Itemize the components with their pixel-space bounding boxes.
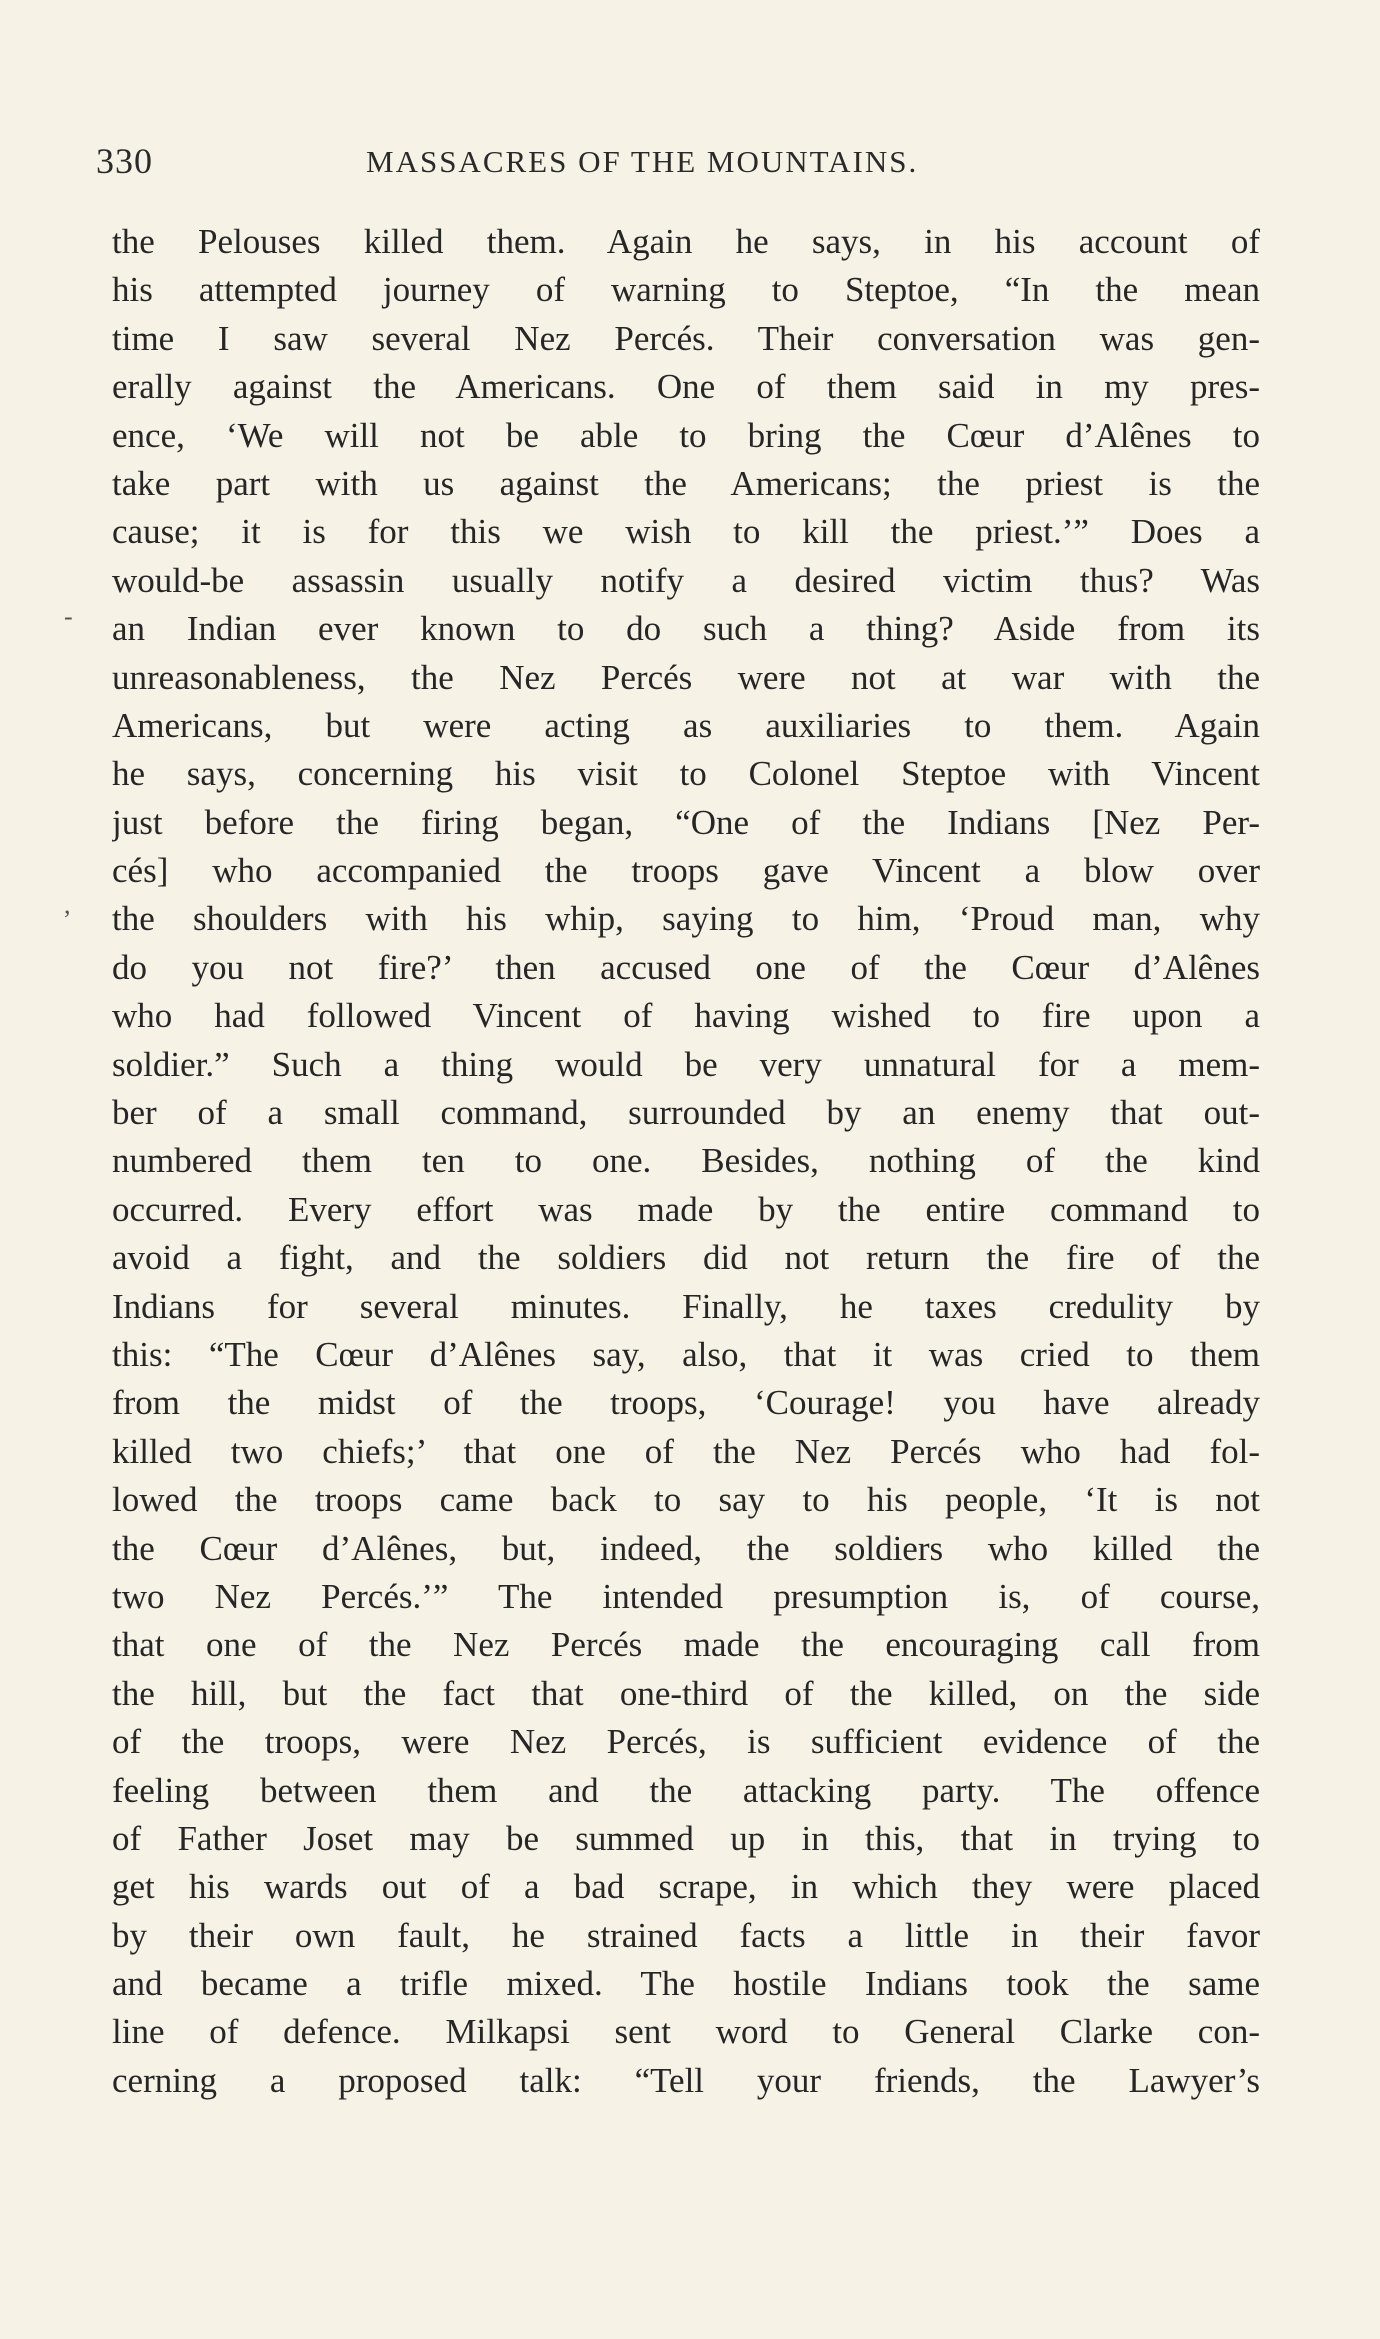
body-text [112, 218, 1260, 2105]
text-line: the shoulders with his whip, saying to him, ‘Proud man, why [112, 899, 1260, 939]
text-line: the Pelouses killed them. Again he says, in his account of [112, 222, 1260, 261]
text-line: cerning a proposed talk: “Tell your friends, the Lawyer’s [112, 2060, 1260, 2100]
text-line: killed two chiefs;’ that one of the Nez Percés who had fol- [112, 1431, 1260, 1471]
text-line: avoid a fight, and the soldiers did not return the fire of the [112, 1238, 1260, 1278]
text-line: just before the firing began, “One of the Indians [Nez Per- [112, 802, 1260, 842]
text-line: this: “The Cœur d’Alênes say, also, that it was cried to them [112, 1334, 1260, 1374]
text-line: line of defence. Milkapsi sent word to General Clarke con- [112, 2012, 1260, 2052]
page-number: 330 [96, 141, 153, 181]
text-line: erally against the Americans. One of them said in my pres- [112, 367, 1260, 407]
text-line: the Cœur d’Alênes, but, indeed, the soldiers who killed the [112, 1528, 1260, 1568]
text-line: ber of a small command, surrounded by an enemy that out- [112, 1093, 1260, 1133]
text-line: ence, ‘We will not be able to bring the Cœur d’Alênes to [112, 415, 1260, 455]
text-line: occurred. Every effort was made by the entire command to [112, 1189, 1260, 1229]
text-line: Americans, but were acting as auxiliaries to them. Again [112, 705, 1260, 745]
margin-comma: , [64, 890, 71, 919]
text-line: cés] who accompanied the troops gave Vincent a blow over [112, 851, 1260, 891]
text-line: of Father Joset may be summed up in this, that in trying to [112, 1818, 1260, 1858]
text-line: get his wards out of a bad scrape, in which they were placed [112, 1867, 1260, 1907]
text-line: from the midst of the troops, ‘Courage! you have already [112, 1383, 1260, 1423]
margin-dash: - [64, 602, 73, 631]
text-line: take part with us against the Americans; the priest is the [112, 463, 1260, 503]
text-line: Indians for several minutes. Finally, he taxes credulity by [112, 1286, 1260, 1326]
text-line: an Indian ever known to do such a thing? Aside from its [112, 609, 1260, 649]
text-line: that one of the Nez Percés made the encouraging call from [112, 1625, 1260, 1665]
text-line: unreasonableness, the Nez Percés were not at war with the [112, 657, 1260, 697]
text-line: he says, concerning his visit to Colonel Steptoe with Vincent [112, 754, 1260, 794]
text-line: time I saw several Nez Percés. Their conversation was gen- [112, 318, 1260, 358]
text-line: and became a trifle mixed. The hostile Indians took the same [112, 1964, 1260, 2004]
text-line: by their own fault, he strained facts a little in their favor [112, 1915, 1260, 1955]
text-line: of the troops, were Nez Percés, is sufficient evidence of the [112, 1722, 1260, 1762]
text-line: cause; it is for this we wish to kill the priest.’” Does a [112, 512, 1260, 552]
running-head: MASSACRES OF THE MOUNTAINS. [366, 144, 919, 179]
page-header [96, 140, 1276, 188]
text-line: soldier.” Such a thing would be very unnatural for a mem- [112, 1044, 1260, 1084]
text-line: would-be assassin usually notify a desired victim thus? Was [112, 560, 1260, 600]
text-line: feeling between them and the attacking party. The offence [112, 1770, 1260, 1810]
text-line: who had followed Vincent of having wished to fire upon a [112, 996, 1260, 1036]
text-line: numbered them ten to one. Besides, nothing of the kind [112, 1141, 1260, 1181]
text-line: lowed the troops came back to say to his people, ‘It is not [112, 1480, 1260, 1520]
text-line: do you not fire?’ then accused one of the Cœur d’Alênes [112, 947, 1260, 987]
text-line: two Nez Percés.’” The intended presumption is, of course, [112, 1576, 1260, 1616]
text-line: the hill, but the fact that one-third of the killed, on the side [112, 1673, 1260, 1713]
text-line: his attempted journey of warning to Steptoe, “In the mean [112, 270, 1260, 310]
